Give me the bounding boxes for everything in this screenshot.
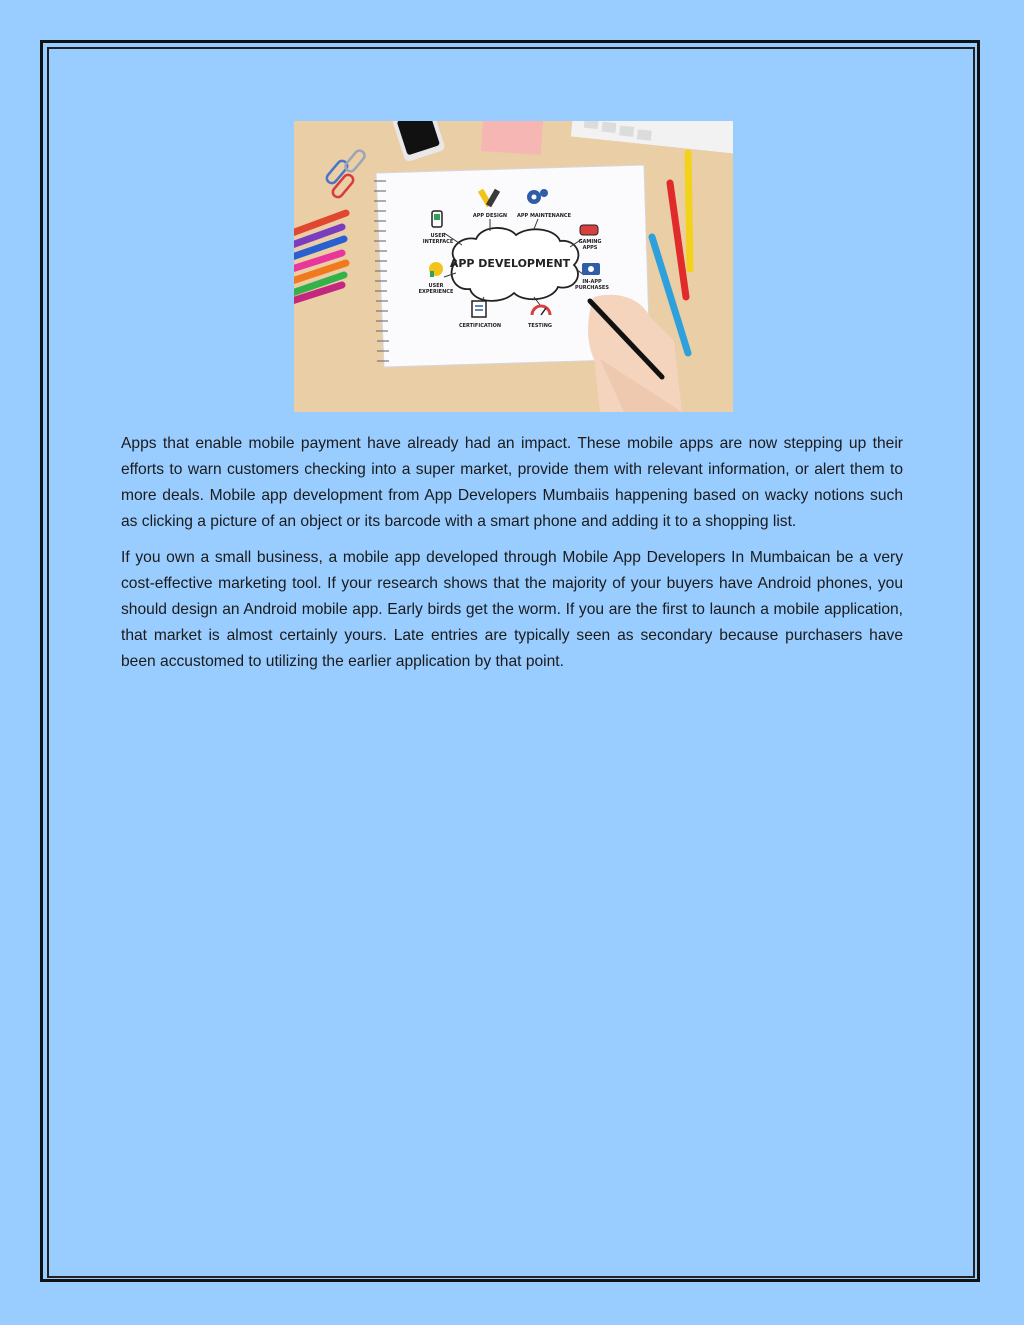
node-user-experience-2: EXPERIENCE bbox=[418, 289, 454, 295]
node-user-interface-1: USER bbox=[430, 233, 446, 239]
paragraph: Apps that enable mobile payment have already had an impact. These mobile apps are now stepping up their efforts to warn customers checking into a super market, provide them with relevant information, or alert them to more deals. Mobile app development from App Developers Mumbaiis happening based on wacky notions such as clicking a picture of an object or its barcode with a smart phone and adding it to a shopping list. bbox=[121, 435, 903, 530]
gamepad-icon bbox=[580, 225, 598, 235]
center-label: APP DEVELOPMENT bbox=[449, 257, 571, 270]
node-app-design: APP DESIGN bbox=[472, 213, 508, 219]
node-in-app-purchases-2: PURCHASES bbox=[575, 285, 609, 291]
certificate-icon bbox=[472, 301, 486, 317]
node-testing: TESTING bbox=[528, 323, 552, 329]
node-gaming-apps-2: APPS bbox=[582, 245, 598, 251]
node-gaming-apps-1: GAMING bbox=[578, 239, 602, 245]
node-user-interface-2: INTERFACE bbox=[422, 239, 454, 245]
app-development-photo bbox=[294, 121, 733, 412]
node-user-experience-1: USER bbox=[428, 283, 444, 289]
yellow-pencil bbox=[688, 153, 690, 269]
paragraph: If you own a small business, a mobile app developed through Mobile App Developers In Mumbaican be a very cost-effective marketing tool. If your research shows that the majority of your buyers have Android phones, you should design an Android mobile app. Early birds get the worm. If you are the first to launch a mobile application, that market is almost certainly yours. Late entries are typically seen as secondary because purchasers have been accustomed to utilizing the earlier application by that point. bbox=[121, 549, 903, 670]
node-app-maintenance: APP MAINTENANCE bbox=[517, 213, 571, 219]
body-text bbox=[121, 431, 903, 685]
node-certification: CERTIFICATION bbox=[458, 323, 502, 329]
cart-icon bbox=[582, 263, 600, 275]
node-in-app-purchases-1: IN-APP bbox=[582, 279, 602, 285]
